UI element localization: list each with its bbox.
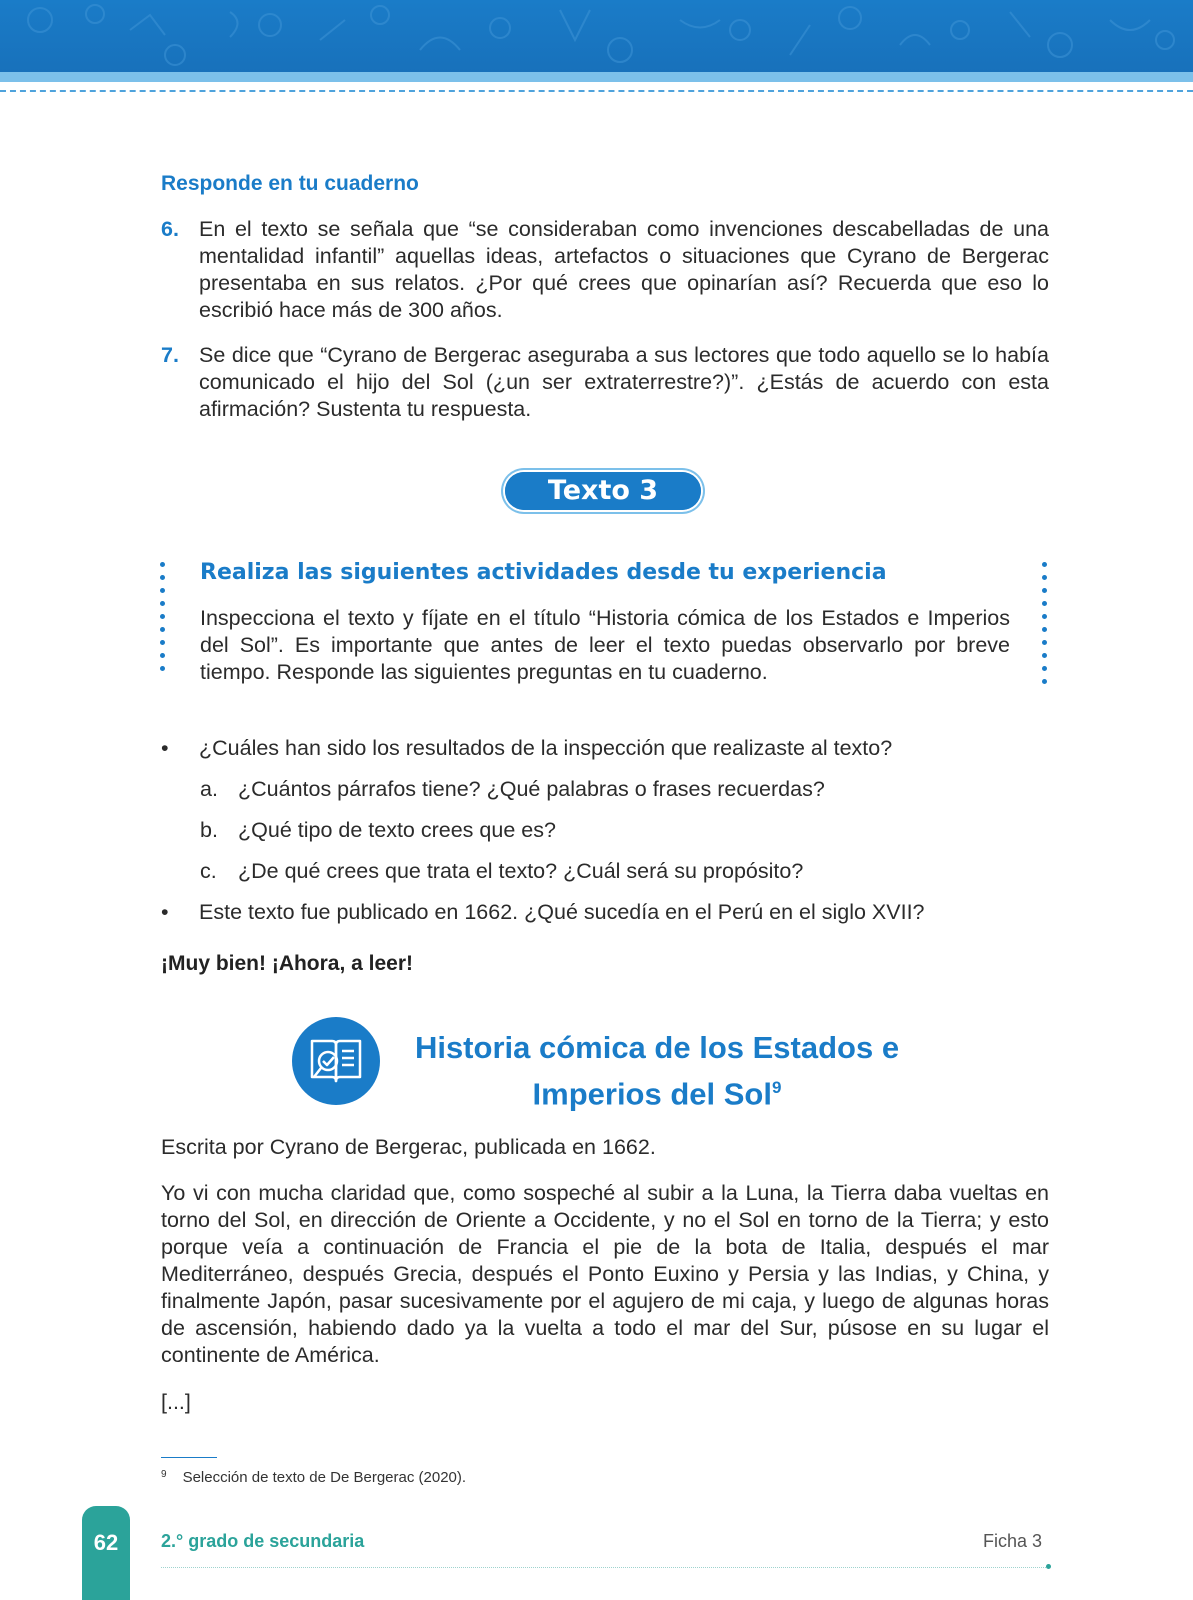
- grade-label: 2.° grado de secundaria: [161, 1531, 365, 1551]
- question-text: Se dice que “Cyrano de Bergerac aseguraba a sus lectores que todo aquello se lo había comunicado el hijo del Sol (¿un ser extraterrestre?)”. ¿Estás de acuerdo con esta afirmación? Sustenta tu respuesta.: [199, 343, 1049, 421]
- activity-body: Inspecciona el texto y fíjate en el título “Historia cómica de los Estados e Imperios del Sol”. Es importante que antes de leer el texto puedas observarlo por breve tiempo. Responde las siguientes preguntas en tu cuaderno.: [200, 606, 1010, 684]
- activity-heading: Realiza las siguientes actividades desde tu experiencia: [200, 560, 887, 585]
- sub-text: ¿Cuántos párrafos tiene? ¿Qué palabras o frases recuerdas?: [238, 777, 825, 801]
- question-number: 6.: [161, 217, 179, 241]
- header-dashed-rule: [0, 90, 1193, 92]
- sub-letter: b.: [200, 818, 218, 842]
- sub-text: ¿Qué tipo de texto crees que es?: [238, 818, 556, 842]
- footnote-rule: [161, 1457, 217, 1458]
- story-byline: Escrita por Cyrano de Bergerac, publicada en 1662.: [161, 1135, 656, 1159]
- bullet-text: ¿Cuáles han sido los resultados de la inspección que realizaste al texto?: [199, 736, 893, 760]
- question-number: 7.: [161, 343, 179, 367]
- footnote-text: Selección de texto de De Bergerac (2020).: [182, 1469, 467, 1486]
- footnote-mark: 9: [161, 1469, 167, 1480]
- dotted-border-right: [1042, 562, 1048, 692]
- sub-letter: c.: [200, 859, 217, 883]
- question-text: En el texto se señala que “se consideraban como invenciones descabelladas de una mentalidad infantil” aquellas ideas, artefactos o situaciones que Cyrano de Bergerac presentaba en sus relatos. ¿Por qué crees que opinarían así? Recuerda que eso lo escribió hace más de 300 años.: [199, 217, 1049, 322]
- text-3-pill: Texto 3: [505, 472, 701, 510]
- question-6: [161, 216, 1049, 324]
- section-heading: Responde en tu cuaderno: [161, 172, 419, 195]
- footnote-ref: 9: [771, 1078, 782, 1097]
- cheer-text: ¡Muy bien! ¡Ahora, a leer!: [161, 952, 414, 975]
- sub-letter: a.: [200, 777, 218, 801]
- bullet-item: [161, 735, 892, 762]
- header-band: [0, 0, 1193, 72]
- reading-book-icon: [292, 1017, 380, 1105]
- footnote: [161, 1469, 466, 1486]
- story-ellipsis: [...]: [161, 1390, 191, 1414]
- sub-item-c: [200, 858, 803, 885]
- bullet-text: Este texto fue publicado en 1662. ¿Qué sucedía en el Perú en el siglo XVII?: [199, 900, 925, 924]
- ficha-label: Ficha 3: [983, 1531, 1043, 1551]
- footer-rule: [161, 1567, 1046, 1568]
- dotted-border-left: [160, 562, 166, 679]
- story-title-line: Imperios del Sol$^9$: [532, 1076, 782, 1112]
- sub-item-b: [200, 817, 556, 844]
- story-body: Yo vi con mucha claridad que, como sospeché al subir a la Luna, la Tierra daba vueltas en torno del Sol, en dirección de Oriente a Occidente, y no el Sol en torno de la Tierra; y esto porque veía a continuación de Francia el pie de la bota de Italia, después el mar Mediterráneo, después Grecia, después el Ponto Euxino y Persia y las Indias, y China, y finalmente Japón, pasar sucesivamente por el agujero de mi caja, y luego de algunas horas de ascensión, habiendo dado ya la vuelta a todo el mar del Sur, púsose en su lugar el continente de América.: [161, 1181, 1049, 1367]
- bullet-icon: •: [161, 900, 169, 924]
- question-7: [161, 342, 1049, 423]
- doodle-pattern: [0, 0, 1193, 72]
- page-number: 62: [82, 1506, 130, 1600]
- sub-item-a: [200, 776, 825, 803]
- header-accent-strip: [0, 72, 1193, 82]
- story-title: [392, 1028, 922, 1114]
- bullet-icon: •: [161, 736, 169, 760]
- sub-text: ¿De qué crees que trata el texto? ¿Cuál será su propósito?: [238, 859, 804, 883]
- footer-dot: [1046, 1564, 1051, 1569]
- bullet-item: [161, 899, 925, 926]
- story-title-line: Historia cómica de los Estados e: [414, 1030, 900, 1065]
